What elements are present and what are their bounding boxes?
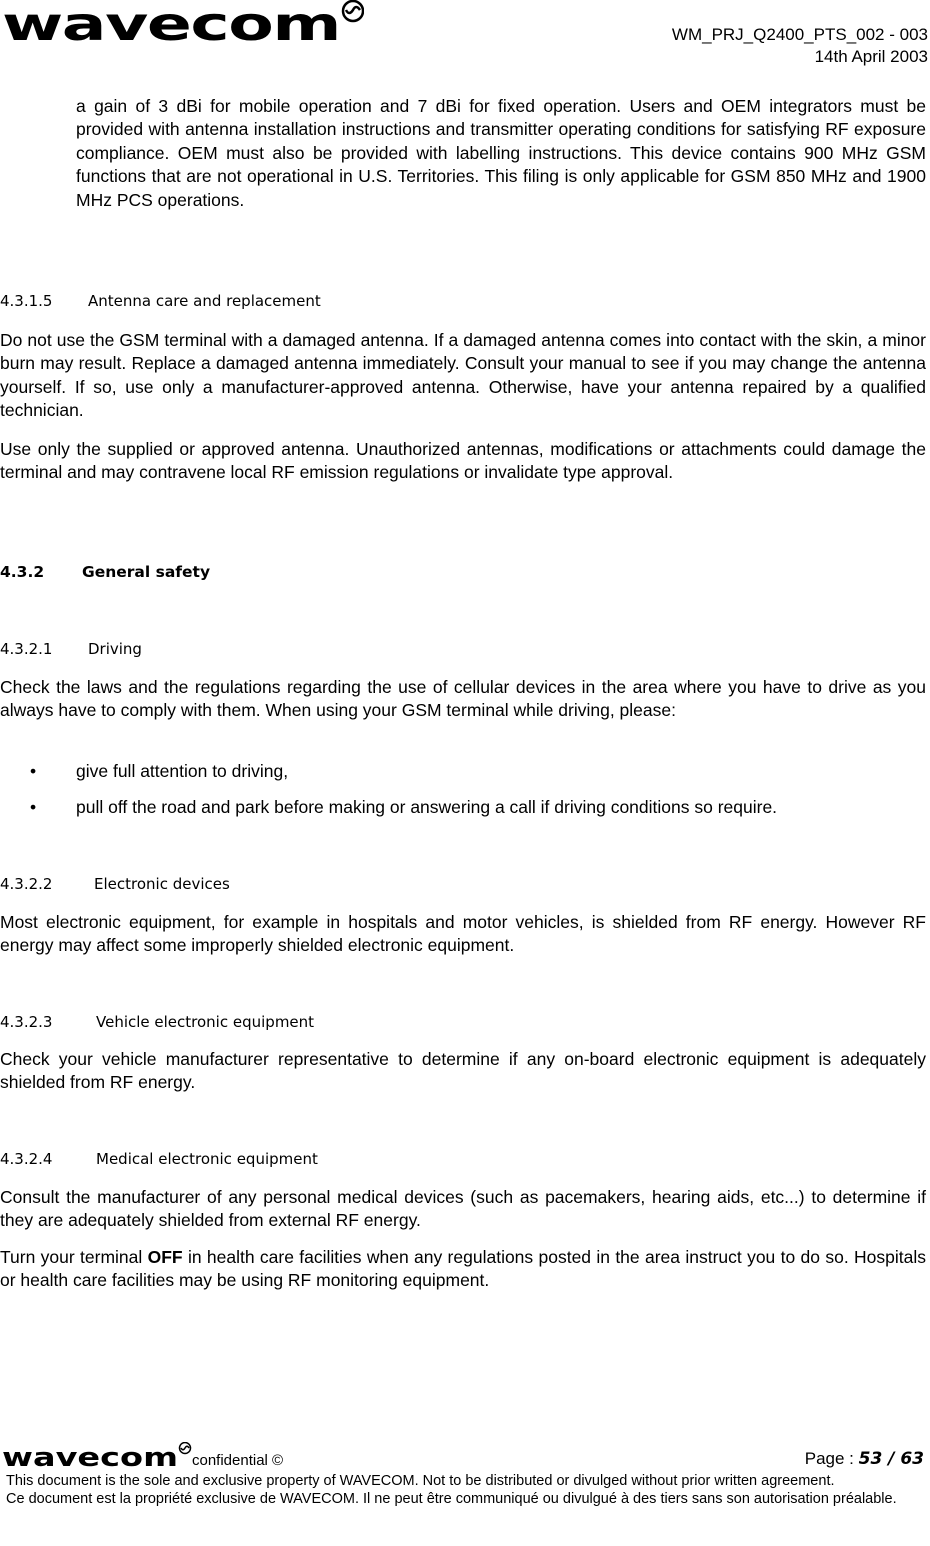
section-number: 4.3.2 [0,563,45,581]
medical-paragraph-2: Turn your terminal OFF in health care facilities when any regulations posted in the area instruct you to do so. Hospitals or health care facilities may be using RF monitoring equipment. [0,1247,926,1291]
section-heading-antenna [0,292,321,310]
section-number: 4.3.1.5 [0,292,53,310]
section-title: Electronic devices [94,875,230,893]
antenna-paragraph-1: Do not use the GSM terminal with a damaged antenna. If a damaged antenna comes into contact with the skin, a minor burn may result. Replace a damaged antenna immediately. Consult your manual to see if you may change the antenna yourself. If so, use only a manufacturer-approved antenna. Otherwise, have your antenna repaired by a qualified technician. [0,330,926,421]
document-date: 14th April 2003 [814,47,928,66]
section-number: 4.3.2.4 [0,1150,53,1168]
section-title: Medical electronic equipment [96,1150,318,1168]
section-number: 4.3.2.2 [0,875,53,893]
page-number: Page : 53 / 63 [804,1449,924,1469]
svg-text:wavecom: wavecom [2,1443,178,1468]
section-heading-vehicle-equipment [0,1013,314,1031]
section-heading-electronic-devices [0,875,230,893]
document-reference [672,24,928,68]
section-number: 4.3.2.3 [0,1013,53,1031]
intro-paragraph: a gain of 3 dBi for mobile operation and 7 dBi for fixed operation. Users and OEM integrators must be provided with antenna installation instructions and transmitter operating conditions for satisfying RF exposure compliance. OEM must also be provided with labelling instructions. This device contains 900 MHz GSM functions that are not operational in U.S. Territories. This filing is only applicable for GSM 850 MHz and 1900 MHz PCS operations. [76,96,926,210]
section-title: Driving [88,640,142,658]
electronic-paragraph: Most electronic equipment, for example in hospitals and motor vehicles, is shielded from RF energy. However RF energy may affect some improperly shielded electronic equipment. [0,912,926,956]
list-item: • give full attention to driving, [30,761,289,781]
section-heading-general-safety [0,563,210,581]
antenna-paragraph-2: Use only the supplied or approved antenna. Unauthorized antennas, modifications or attachments could damage the terminal and may contravene local RF emission regulations or invalidate type approval. [0,439,926,483]
section-heading-driving [0,640,142,658]
vehicle-paragraph: Check your vehicle manufacturer representative to determine if any on-board electronic equipment is adequately shielded from RF energy. [0,1049,926,1093]
page-value: 53 / 63 [858,1449,924,1469]
section-title: Antenna care and replacement [88,292,321,310]
section-title: General safety [82,563,211,581]
section-number: 4.3.2.1 [0,640,53,658]
medical-paragraph-1: Consult the manufacturer of any personal medical devices (such as pacemakers, hearing aids, etc...) to determine if they are adequately shielded from external RF energy. [0,1187,926,1231]
disclaimer [6,1472,923,1508]
disclaimer-french: Ce document est la propriété exclusive de WAVECOM. Il ne peut être communiqué ou divulgué à des tiers sans son autorisation préalable. [6,1491,897,1507]
section-title: Vehicle electronic equipment [96,1013,315,1031]
confidential-label: confidential © [192,1452,284,1469]
driving-paragraph: Check the laws and the regulations regarding the use of cellular devices in the area where you have to drive as you always have to comply with them. When using your GSM terminal while driving, please: [0,677,926,721]
svg-text:wavecom: wavecom [2,0,340,44]
footer-wavecom-logo [2,1442,192,1468]
disclaimer-english: This document is the sole and exclusive property of WAVECOM. Not to be distributed or divulged without prior written agreement. [6,1473,835,1489]
document-id: WM_PRJ_Q2400_PTS_002 - 003 [671,25,928,44]
section-heading-medical-equipment [0,1150,318,1168]
off-emphasis: OFF [147,1247,183,1267]
list-item: • pull off the road and park before making or answering a call if driving conditions so require. [30,797,778,817]
wavecom-logo [2,0,364,44]
